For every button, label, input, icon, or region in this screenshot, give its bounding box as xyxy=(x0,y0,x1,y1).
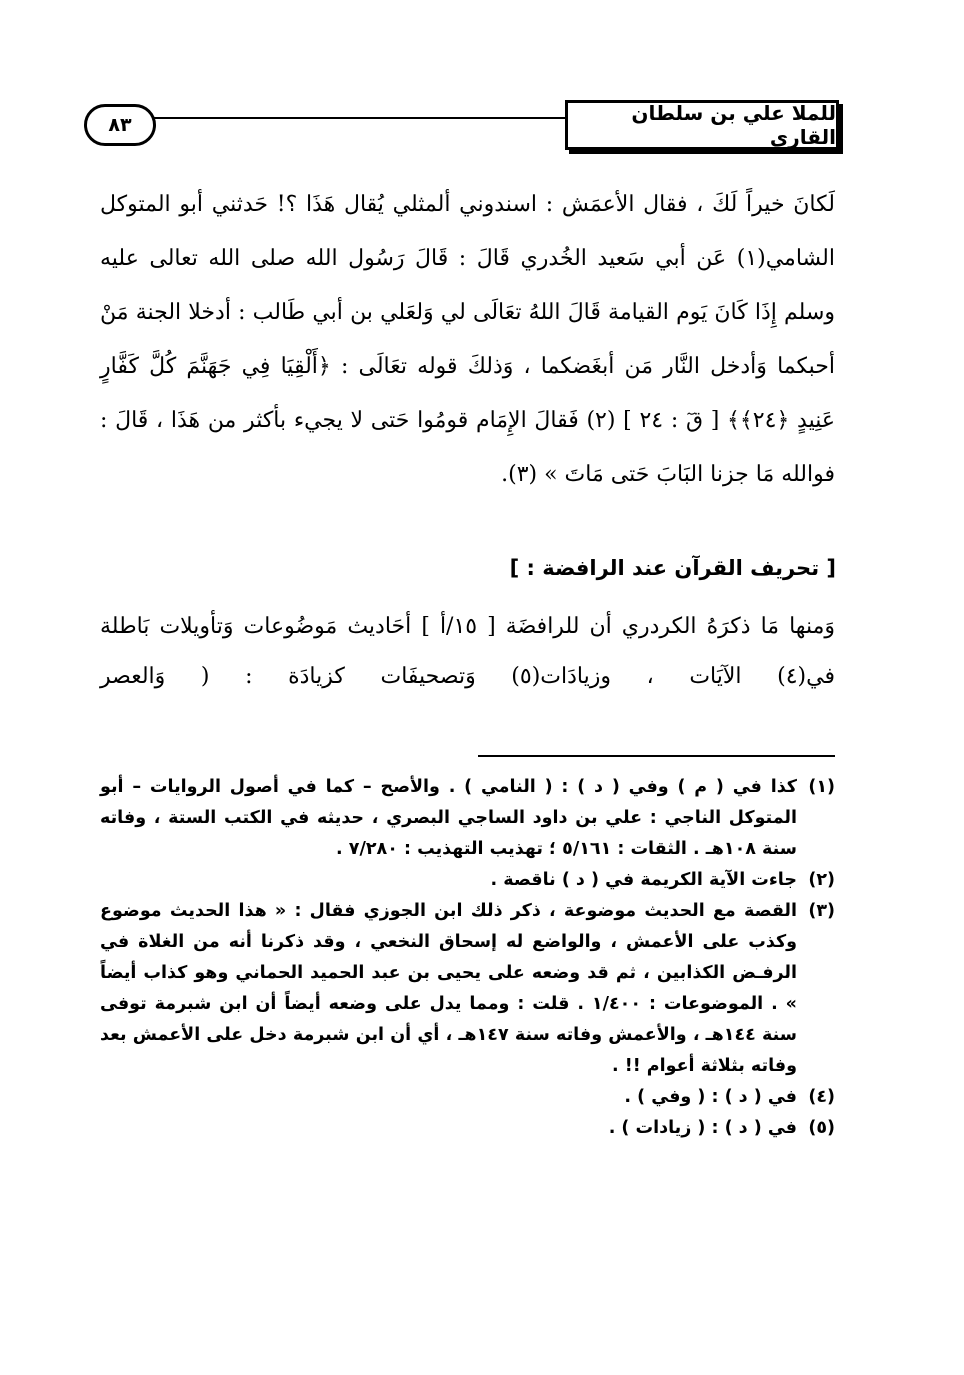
footnote-number: (١) xyxy=(808,777,835,797)
footnote-text: جاءت الآية الكريمة في ( د ) ناقصة . xyxy=(490,870,797,890)
footnote-text: كذا في ( م ) وفي ( د ) : ( النامي ) . والأصح – كما في أصول الروايات – أبو المتوكل الناجي : علي بن داود الساجي البصري ، حديثه في الكتب الستة ، وفاته سنة ١٠٨هـ . الثقات : ٥/١٦١ ؛ تهذيب التهذيب : ٧/٢٨٠ . xyxy=(100,777,797,859)
section-heading: [ تحريف القرآن عند الرافضة : ] xyxy=(509,556,836,580)
footnote xyxy=(100,896,835,1082)
footnote xyxy=(100,865,835,896)
running-header-title: للملا علي بن سلطان القاري xyxy=(565,100,839,150)
footnote-text: في ( د ) : ( وفي ) . xyxy=(624,1087,797,1107)
section-text-block xyxy=(100,602,835,702)
page-number: ٨٣ xyxy=(84,104,156,146)
footnote xyxy=(100,1113,835,1144)
footnote-number: (٤) xyxy=(808,1087,835,1107)
main-paragraph: لَكانَ خيراً لَكَ ، فقال الأعمَش : اسندوني ألمثلي يُقال هَذَا ؟! حَدثني أبو المتوكل الشامي(١) عَن أبي سَعيد الخُدري قَالَ : قَالَ رَسُول الله صلى الله تعالى عليه وسلم إِذَا كَانَ يَوم القيامة قَالَ اللهُ تعَالَى لي وَلعَلي بن أبي طَالب : أدخلا الجنة مَنْ أحبكما وَأدخل النَّار مَن أبغَضكما ، وَذلكَ قوله تعَالَى : ﴿أَلْقِيَا فِي جَهَنَّمَ كُلَّ كَفَّارٍ عَنِيدٍ ﴿٢٤﴾﴾ [ قٓ : ٢٤ ] (٢) فَقالَ الإِمَام قومُوا حَتى لا يجيء بأكثر من هَذَا ، قَالَ : فوالله مَا جزنا البَابَ حَتى مَاتَ » (٣). xyxy=(100,192,835,487)
footnote-text: في ( د ) : ( زيادات ) . xyxy=(608,1118,797,1138)
main-text-block xyxy=(100,178,835,502)
footnote-separator xyxy=(478,755,835,757)
footnote-number: (٣) xyxy=(808,901,835,921)
footnote-text: القصة مع الحديث موضوعة ، ذكر ذلك ابن الجوزي فقال : « هذا الحديث موضوع وكذب على الأعمش ، والواضع له إسحاق النخعي ، وقد ذكرنا أنه من الغلاة في الرفـض الكذابين ، ثم قد وضعه على يحيى بن عبد الحميد الحماني وهو كذاب أيضاً » . الموضوعات : ١/٤٠٠ . قلت : ومما يدل على وضعه أيضاً أن ابن شبرمة توفى سنة ١٤٤هـ ، والأعمش وفاته سنة ١٤٧هـ ، أي أن ابن شبرمة دخل على الأعمش بعد وفاته بثلاثة أعوام !! . xyxy=(100,901,797,1076)
footnote xyxy=(100,772,835,865)
footnotes xyxy=(100,772,835,1144)
footnote-number: (٢) xyxy=(808,870,835,890)
footnote-number: (٥) xyxy=(808,1118,835,1138)
section-paragraph: وَمنها مَا ذكرَهُ الكردري أن للرافضَة [ ١٥/أ ] أحَاديث مَوضُوعات وَتأويلات بَاطلة في(٤) الآيَات ، وزيادَات(٥) وَتصحيفَات كزيادَة : ( وَالعصر xyxy=(100,614,835,689)
footnote xyxy=(100,1082,835,1113)
